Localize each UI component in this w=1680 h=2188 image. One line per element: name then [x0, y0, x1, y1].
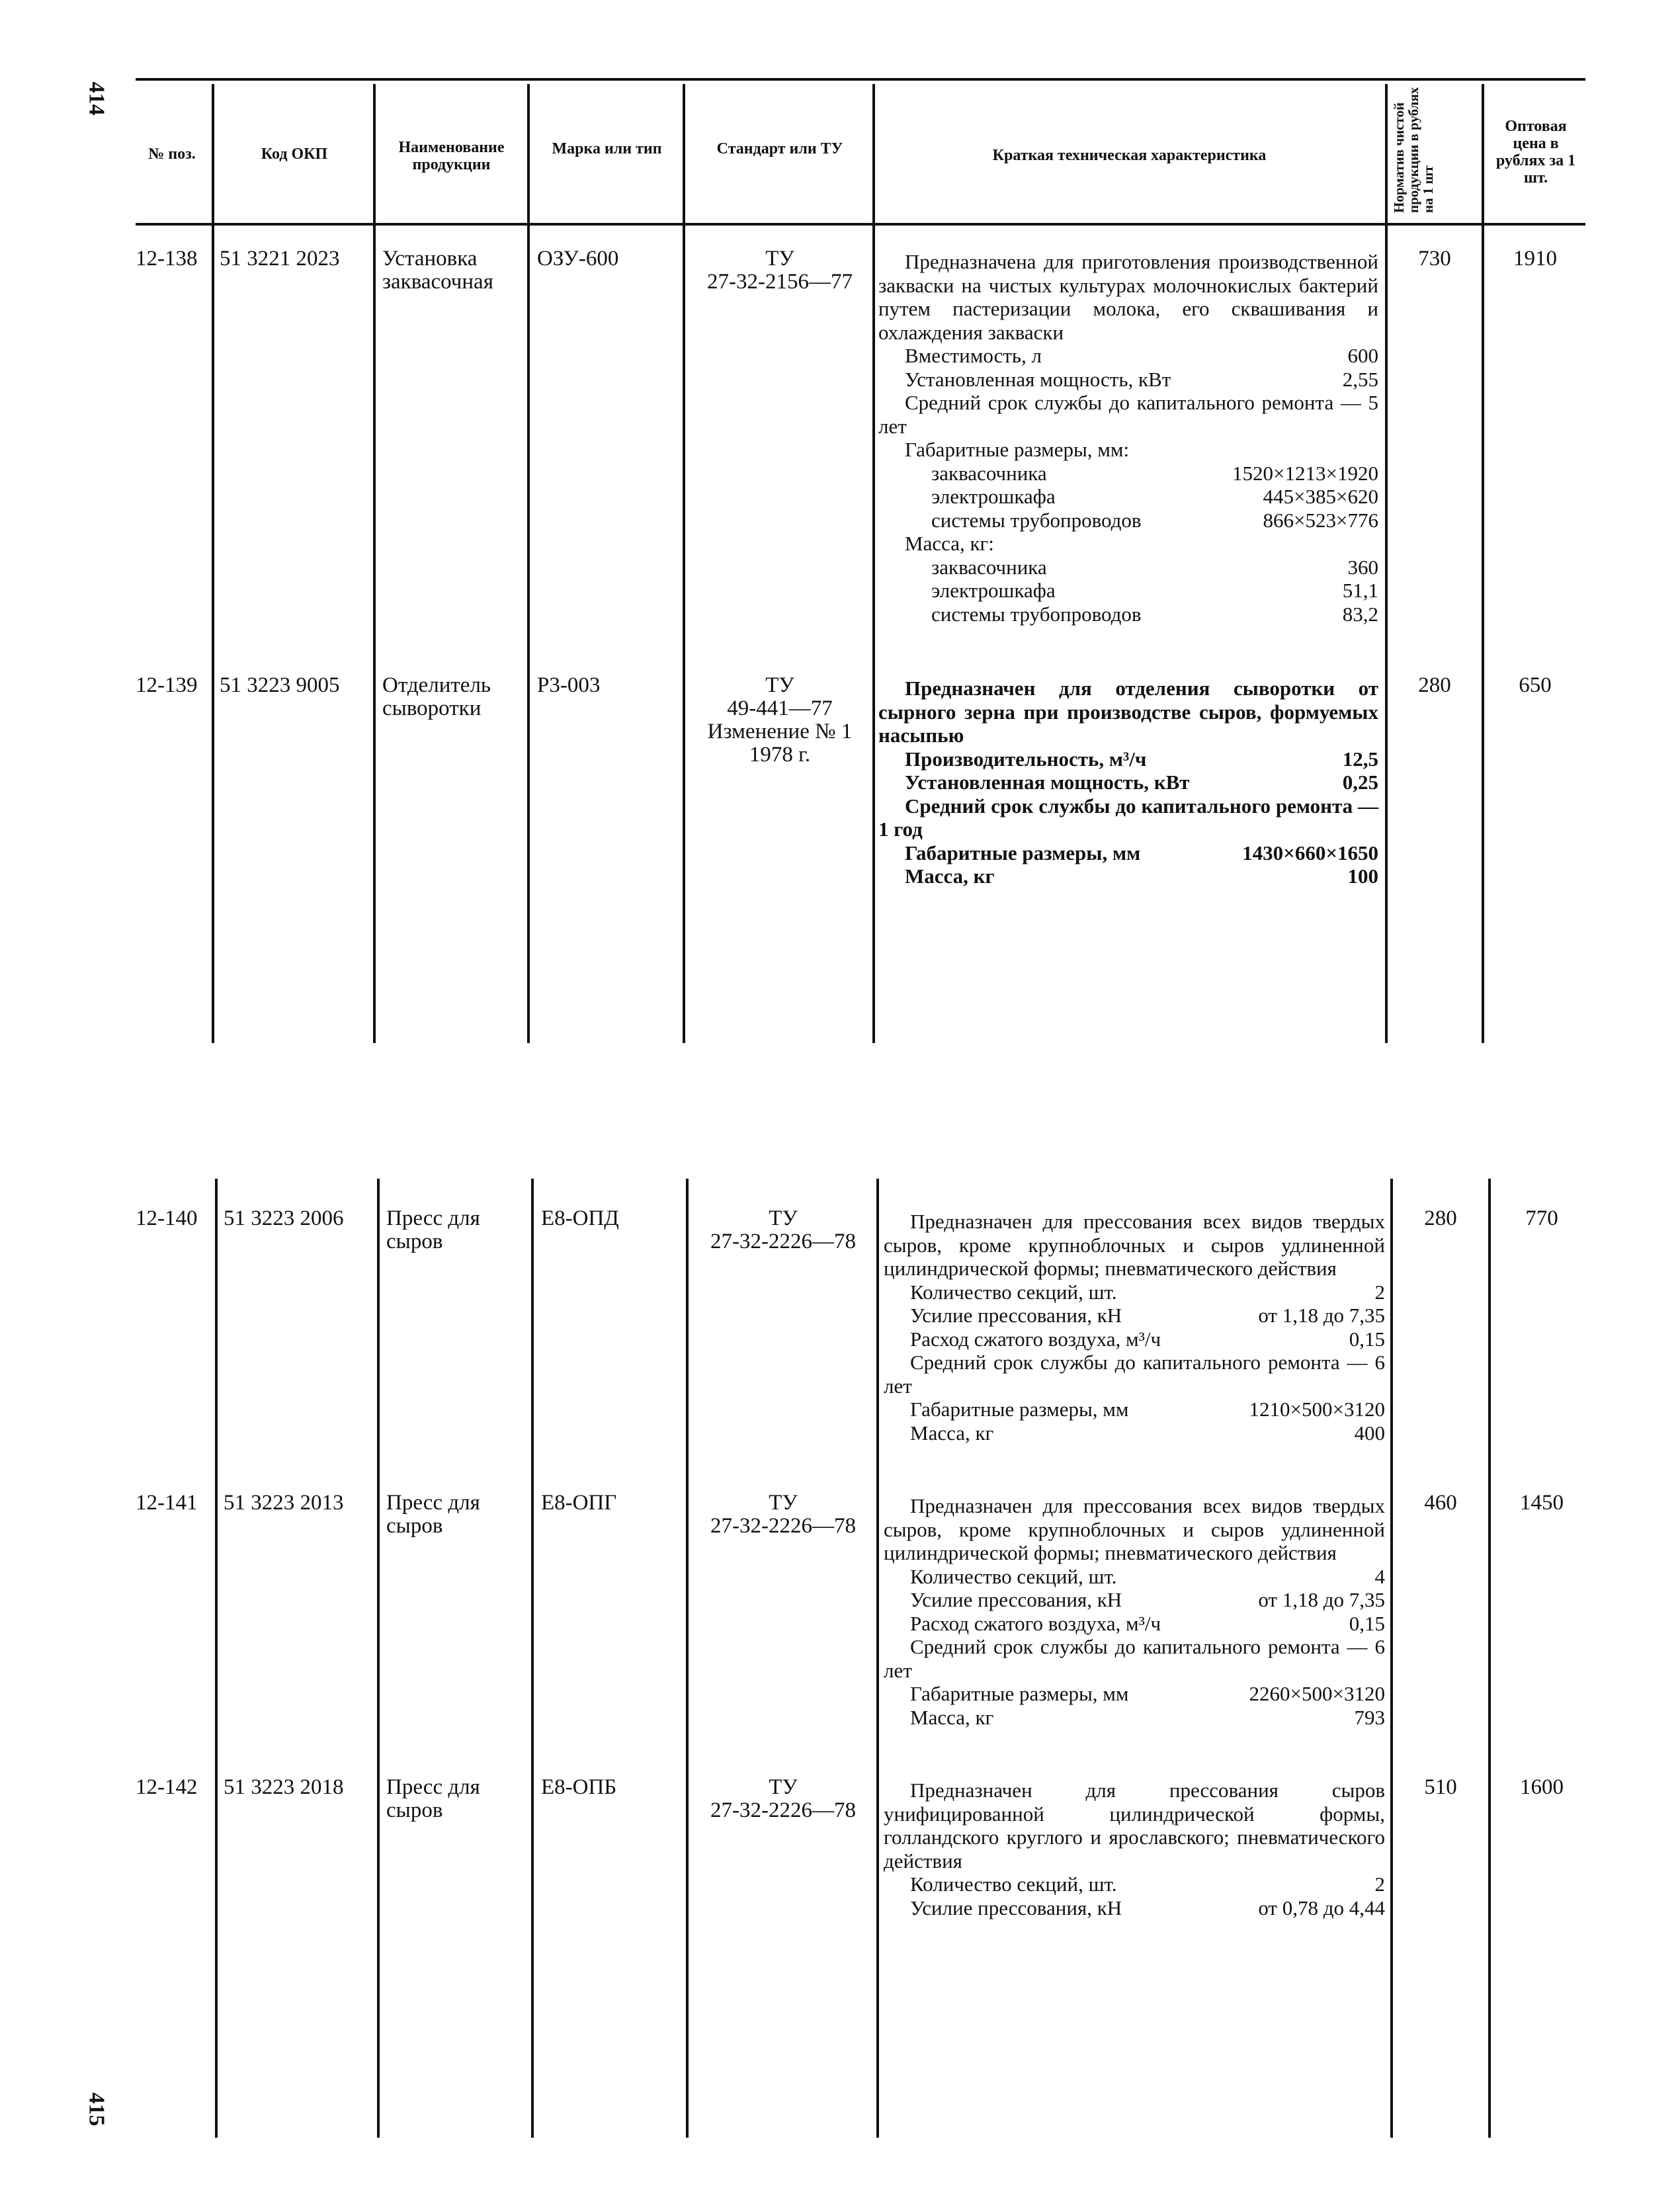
row-pos: 12-140 — [136, 1206, 198, 1230]
header-okp: Код ОКП — [261, 146, 328, 163]
row-mark: Е8-ОПБ — [541, 1775, 617, 1799]
spec-line: Количество секций, шт. 4 — [910, 1564, 1385, 1588]
desc-intro: Предназначен для прессования сыров унифицированной цилиндрической формы, голландского круглого и ярославского; пневматического действия — [884, 1779, 1385, 1872]
row-name: Пресс для сыров — [386, 1206, 480, 1253]
row-norm: 280 — [1418, 673, 1451, 697]
row-okp: 51 3221 2023 — [220, 247, 340, 271]
spec-line: Габаритные размеры, мм 2260×500×3120 — [910, 1682, 1385, 1705]
spec-line: Габаритные размеры, мм 1430×660×1650 — [905, 841, 1378, 864]
row-description — [878, 250, 1378, 626]
spec-line: Масса, кг 400 — [910, 1421, 1385, 1445]
row-mark: ОЗУ-600 — [537, 247, 619, 271]
row-standard — [691, 1776, 875, 1822]
col-divider — [1482, 84, 1484, 1043]
col-divider — [215, 1179, 218, 2138]
standard-line: 27-32-2156—77 — [707, 270, 853, 294]
desc-intro: Предназначен для прессования всех видов твердых сыров, кроме крупноблочных и сыров удлиненной цилиндрической формы; пневматического действия — [884, 1494, 1385, 1564]
spec-line: Расход сжатого воздуха, м³/ч 0,15 — [910, 1611, 1385, 1635]
spec-line: Установленная мощность, кВт 0,25 — [905, 771, 1378, 794]
col-divider — [686, 1179, 689, 2138]
row-norm: 730 — [1418, 247, 1451, 271]
spec-line: Производительность, м³/ч 12,5 — [905, 747, 1378, 771]
header-mark: Марка или тип — [552, 140, 662, 157]
standard-line: ТУ — [769, 1206, 798, 1230]
row-pos: 12-141 — [136, 1491, 198, 1515]
table-top-rule — [136, 78, 1585, 81]
spec-line: системы трубопроводов 83,2 — [931, 602, 1378, 626]
row-pos: 12-142 — [136, 1775, 198, 1799]
row-mark: Р3-003 — [537, 673, 601, 697]
spec-line: Количество секций, шт. 2 — [910, 1280, 1385, 1304]
standard-line: 27-32-2226—78 — [710, 1798, 856, 1822]
row-name: Пресс для сыров — [386, 1775, 480, 1822]
header-name: Наименование продукции — [398, 139, 505, 173]
spec-line: Масса, кг 100 — [905, 864, 1378, 888]
col-divider — [1488, 1179, 1491, 2138]
spec-line: Габаритные размеры, мм 1210×500×3120 — [910, 1398, 1385, 1421]
row-name: Пресс для сыров — [386, 1491, 480, 1538]
header-price: Оптовая цена в рублях за 1 шт. — [1495, 118, 1576, 187]
row-description — [884, 1210, 1385, 1445]
col-divider — [683, 84, 685, 1043]
spec-line: электрошкафа 51,1 — [931, 579, 1378, 602]
row-standard — [688, 674, 872, 767]
row-standard — [691, 1492, 875, 1538]
desc-intro: Предназначена для приготовления производственной закваски на чистых культурах молочнокислых бактерий путем пастеризации молока, его сквашивания и охлаждения закваски — [878, 250, 1378, 344]
header-pos: № поз. — [148, 146, 196, 163]
row-price: 770 — [1525, 1206, 1558, 1230]
page-number-bottom: 415 — [84, 2092, 109, 2126]
row-mark: Е8-ОПГ — [541, 1491, 617, 1515]
spec-line: Усилие прессования, кН от 0,78 до 4,44 — [910, 1896, 1385, 1919]
row-description — [884, 1779, 1385, 1919]
col-divider — [1390, 1179, 1393, 2138]
row-norm: 510 — [1424, 1775, 1457, 1799]
header-desc: Краткая техническая характеристика — [992, 147, 1267, 164]
header-bottom-rule — [136, 223, 1585, 226]
spec-line: заквасочника 360 — [931, 555, 1378, 579]
header-norm: Норматив чистой продукции в рублях на 1 шт — [1391, 87, 1436, 213]
row-price: 1600 — [1520, 1775, 1564, 1799]
spec-line: Масса, кг 793 — [910, 1705, 1385, 1729]
col-divider — [876, 1179, 879, 2138]
spec-line: Усилие прессования, кН от 1,18 до 7,35 — [910, 1588, 1385, 1611]
spec-line: системы трубопроводов 866×523×776 — [931, 508, 1378, 532]
row-mark: Е8-ОПД — [541, 1206, 619, 1230]
spec-line: Вместимость, л 600 — [905, 344, 1378, 367]
col-divider — [531, 1179, 534, 2138]
row-price: 1450 — [1520, 1491, 1564, 1515]
desc-service: Средний срок службы до капитального ремонта — 6 лет — [884, 1635, 1385, 1682]
spec-line: электрошкафа 445×385×620 — [931, 485, 1378, 508]
standard-line: Изменение № 1 — [707, 720, 853, 743]
row-okp: 51 3223 2018 — [224, 1775, 344, 1799]
desc-service: Средний срок службы до капитального ремонта — 5 лет — [878, 391, 1378, 438]
row-pos: 12-138 — [136, 247, 198, 271]
standard-line: ТУ — [769, 1775, 798, 1799]
page-number-top: 414 — [84, 81, 109, 116]
col-divider — [1385, 84, 1388, 1043]
row-norm: 460 — [1424, 1491, 1457, 1515]
col-divider — [527, 84, 530, 1043]
row-name: Установка заквасочная — [382, 247, 493, 294]
desc-intro: Предназначен для прессования всех видов твердых сыров, кроме крупноблочных и сыров удлиненной цилиндрической формы; пневматического действия — [884, 1210, 1385, 1280]
row-okp: 51 3223 9005 — [220, 673, 340, 697]
desc-service: Средний срок службы до капитального ремонта — 1 год — [878, 794, 1378, 841]
row-standard — [691, 1207, 875, 1253]
row-price: 650 — [1519, 673, 1552, 697]
spec-line: Количество секций, шт. 2 — [910, 1872, 1385, 1896]
col-divider — [377, 1179, 380, 2138]
standard-line: 27-32-2226—78 — [710, 1514, 856, 1538]
col-divider — [212, 84, 214, 1043]
row-price: 1910 — [1513, 247, 1557, 271]
desc-service: Средний срок службы до капитального ремонта — 6 лет — [884, 1351, 1385, 1398]
row-standard — [688, 247, 872, 294]
spec-title: Габаритные размеры, мм: — [905, 438, 1130, 461]
standard-line: ТУ — [769, 1491, 798, 1515]
row-description — [884, 1494, 1385, 1729]
spec-line: Усилие прессования, кН от 1,18 до 7,35 — [910, 1304, 1385, 1327]
header-standard: Стандарт или ТУ — [716, 140, 843, 157]
row-name: Отделитель сыворотки — [382, 673, 491, 720]
row-norm: 280 — [1424, 1206, 1457, 1230]
standard-line: ТУ — [765, 247, 794, 271]
spec-line: заквасочника 1520×1213×1920 — [931, 461, 1378, 485]
spec-line: Установленная мощность, кВт 2,55 — [905, 367, 1378, 391]
desc-intro: Предназначен для отделения сыворотки от сырного зерна при производстве сыров, формуемых насыпью — [878, 677, 1378, 747]
col-divider — [373, 84, 376, 1043]
row-description — [878, 677, 1378, 888]
spec-title: Масса, кг: — [905, 532, 994, 555]
row-pos: 12-139 — [136, 673, 198, 697]
standard-line: 27-32-2226—78 — [710, 1230, 856, 1253]
row-okp: 51 3223 2013 — [224, 1491, 344, 1515]
row-okp: 51 3223 2006 — [224, 1206, 344, 1230]
spec-line: Расход сжатого воздуха, м³/ч 0,15 — [910, 1327, 1385, 1351]
col-divider — [872, 84, 875, 1043]
standard-line: 1978 г. — [749, 743, 811, 767]
standard-line: 49-441—77 — [727, 696, 833, 720]
standard-line: ТУ — [765, 673, 794, 697]
